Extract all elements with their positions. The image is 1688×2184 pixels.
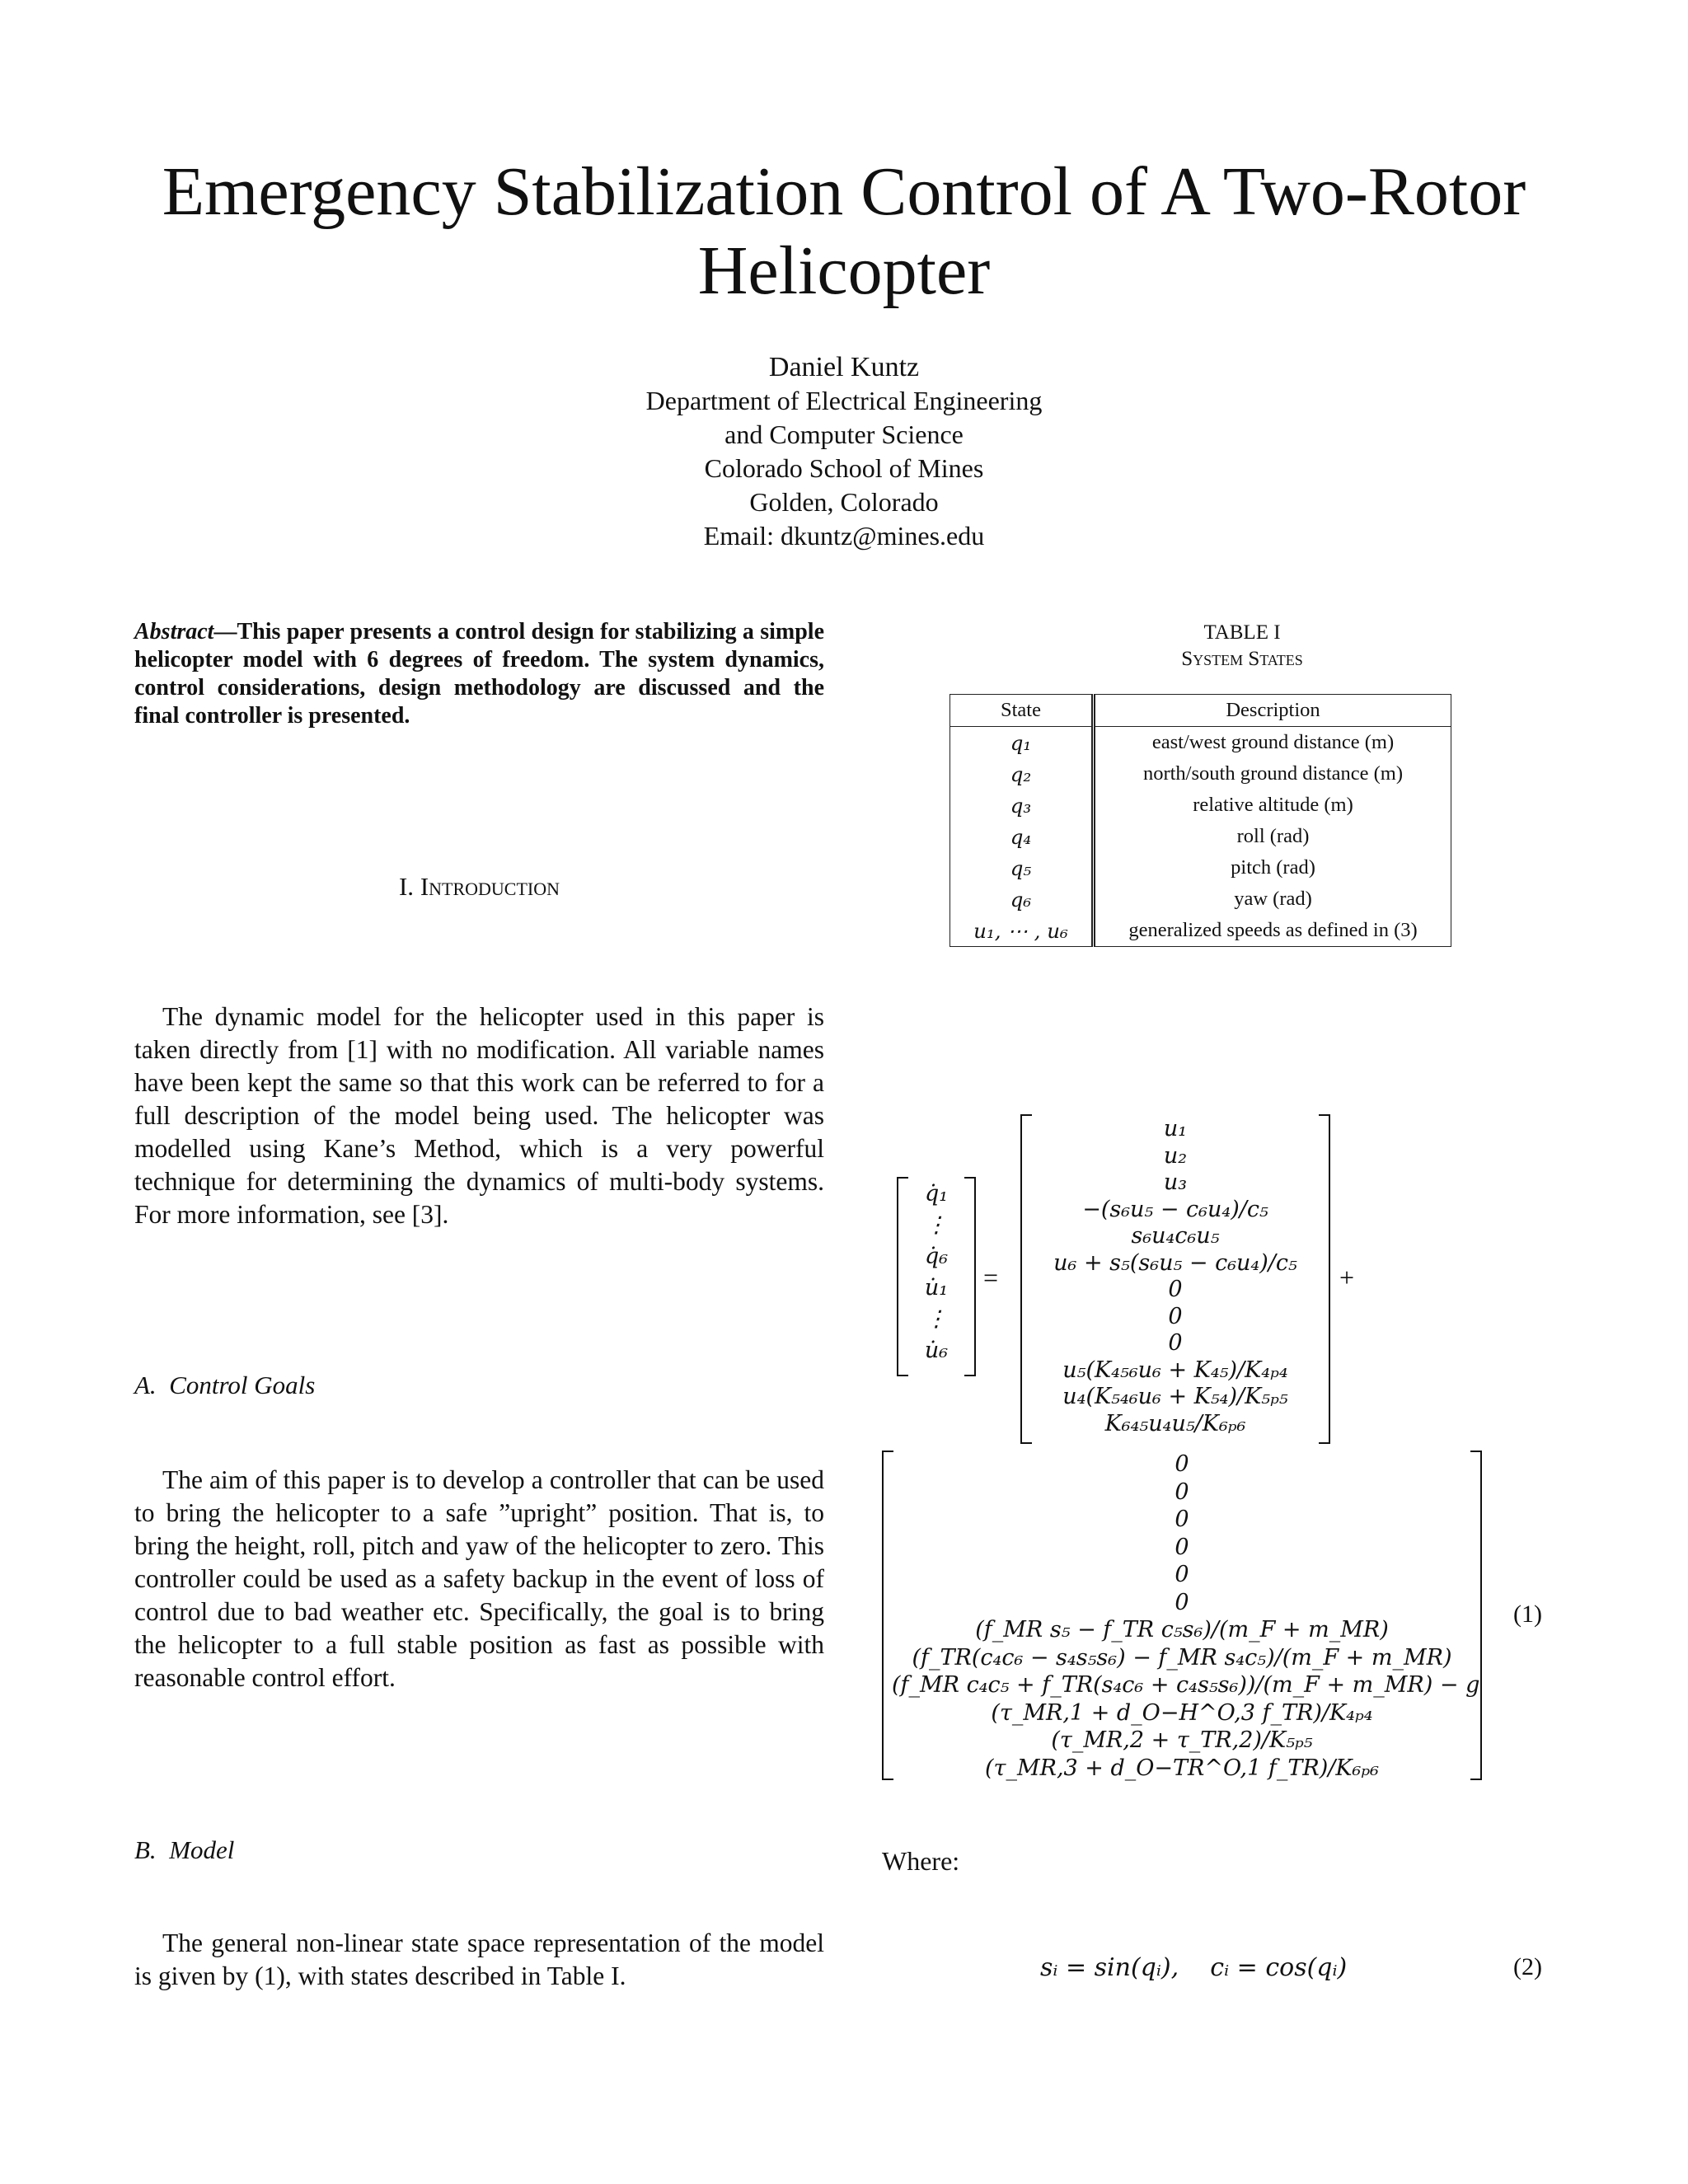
abstract-label: Abstract: [134, 619, 214, 644]
plus-sign: +: [1339, 1263, 1355, 1292]
right-bracket: [964, 1177, 976, 1376]
where-label: Where:: [882, 1846, 960, 1876]
subsection-heading-model: [134, 1835, 824, 1865]
vector-entry: 0: [1168, 1303, 1183, 1329]
equation-2: sᵢ = sin(qᵢ), cᵢ = cos(qᵢ): [1040, 1953, 1348, 1982]
table-row: [950, 727, 1451, 759]
table-title: System States: [1181, 648, 1303, 670]
section-number: I.: [398, 872, 415, 901]
table-cell-state: q₁: [950, 727, 1094, 759]
table-cell-description: relative altitude (m): [1193, 794, 1353, 816]
abstract: [134, 618, 824, 730]
lhs-entry: ⋮: [925, 1306, 948, 1332]
vector-entry: u₅(K₄₅₆u₆ + K₄₅)/K₄ₚ₄: [1062, 1357, 1288, 1383]
subsection-label: B.: [134, 1835, 157, 1864]
model-paragraph: The general non-linear state space representation of the model is given by (1), with states described in Table I.: [134, 1929, 824, 1990]
table-header-state: State: [950, 695, 1094, 727]
vector-one: [1020, 1114, 1330, 1444]
table-row: [950, 915, 1451, 947]
vector-entry: (f_TR(c₄c₆ − s₄s₅s₆) − f_MR s₄c₅)/(m_F + m_MR): [912, 1644, 1452, 1671]
table-row: [950, 883, 1451, 915]
table-cell-state: q₆: [950, 883, 1094, 915]
paper-title: [0, 152, 1688, 311]
vector-entry: 0: [1175, 1589, 1189, 1615]
subsection-title: Model: [169, 1835, 235, 1864]
table-row: [950, 821, 1451, 852]
vector-entry: u₄(K₅₄₆u₆ + K₅₄)/K₅ₚ₅: [1062, 1384, 1288, 1409]
table-cell-description: generalized speeds as defined in (3): [1128, 919, 1418, 941]
abstract-dash: —: [213, 619, 237, 644]
right-bracket: [1319, 1114, 1330, 1444]
affiliation-line: Department of Electrical Engineering: [645, 386, 1043, 415]
vector-entry: 0: [1175, 1534, 1189, 1560]
affiliation-line: Golden, Colorado: [749, 487, 939, 517]
vector-entry: u₁: [1163, 1116, 1188, 1141]
lhs-entry: ⋮: [925, 1212, 948, 1238]
vector-entry: (f_MR c₄c₅ + f_TR(s₄c₆ + c₄s₅s₆))/(m_F + m_MR) − g: [892, 1672, 1480, 1698]
vector-entry: 0: [1168, 1330, 1183, 1356]
vector-entry: 0: [1168, 1277, 1183, 1302]
table-header-description: Description: [1094, 695, 1451, 727]
table-row: [950, 758, 1451, 790]
vector-entry: u₆ + s₅(s₆u₅ − c₆u₄)/c₅: [1053, 1249, 1297, 1276]
table-caption: [950, 620, 1535, 673]
vector-one-entries: [1030, 1116, 1320, 1437]
vector-two: [882, 1451, 1482, 1780]
table-cell-description: north/south ground distance (m): [1142, 762, 1404, 785]
table-cell-state: q₂: [950, 758, 1094, 790]
affiliation-line: and Computer Science: [724, 419, 964, 449]
system-states-table: [950, 694, 1451, 947]
table-cell-description: east/west ground distance (m): [1151, 731, 1395, 753]
table-cell-state: q₃: [950, 790, 1094, 821]
vector-entry: (τ_MR,1 + d_O−H^O,3 f_TR)/K₄ₚ₄: [991, 1699, 1373, 1726]
author-email: Email: dkuntz@mines.edu: [703, 521, 985, 551]
author-block: [0, 350, 1688, 553]
author-name: Daniel Kuntz: [768, 352, 920, 382]
title-line-1: Emergency Stabilization Control of A Two-Rotor: [162, 153, 1526, 230]
subsection-label: A.: [134, 1371, 157, 1399]
abstract-text: This paper presents a control design for stabilizing a simple helicopter model with 6 degrees of freedom. The system dynamics, control considerations, design methodology are discussed and the final controller is presented.: [134, 619, 824, 729]
right-bracket: [1470, 1451, 1482, 1780]
lhs-entry: u̇₆: [924, 1338, 949, 1363]
subsection-heading-control-goals: [134, 1371, 824, 1400]
vector-entry: u₂: [1163, 1142, 1188, 1169]
affiliation-line: Colorado School of Mines: [704, 453, 984, 483]
section-title: Introduction: [420, 872, 560, 901]
subsection-title: Control Goals: [169, 1371, 316, 1399]
vector-entry: s₆u₄c₆u₅: [1131, 1223, 1220, 1249]
vector-entry: K₆₄₅u₄u₅/K₆ₚ₆: [1104, 1410, 1246, 1436]
table-cell-description: yaw (rad): [1234, 888, 1312, 910]
table-cell-state: u₁, ⋯ , u₆: [950, 915, 1094, 947]
vector-entry: −(s₆u₅ − c₆u₄)/c₅: [1082, 1196, 1268, 1222]
table-cell-state: q₄: [950, 821, 1094, 852]
introduction-paragraph: The dynamic model for the helicopter used in this paper is taken directly from [1] with no modification. All variable names have been kept the same so that this work can be referred to for a full description of the model being used. The helicopter was modelled using Kane’s Method, which is a very powerful technique for determining the dynamics of multi-body systems. For more information, see [3].: [134, 1002, 824, 1229]
vector-entry: 0: [1175, 1507, 1189, 1532]
lhs-vector: [897, 1177, 976, 1376]
table-cell-state: q₅: [950, 852, 1094, 883]
table-row: [950, 852, 1451, 883]
equation-number-2: (2): [1513, 1953, 1542, 1980]
equation-number-1: (1): [1513, 1601, 1542, 1628]
equals-sign: =: [983, 1263, 999, 1292]
vector-entry: 0: [1175, 1479, 1189, 1505]
lhs-entry: q̇₆: [924, 1244, 949, 1269]
vector-entry: (f_MR s₅ − f_TR c₅s₆)/(m_F + m_MR): [975, 1617, 1389, 1643]
table-cell-description: pitch (rad): [1231, 856, 1315, 879]
vector-two-entries: [892, 1451, 1480, 1782]
lhs-entry: q̇₁: [924, 1181, 949, 1207]
vector-entry: (τ_MR,3 + d_O−TR^O,1 f_TR)/K₆ₚ₆: [985, 1755, 1379, 1781]
vector-entry: u₃: [1163, 1169, 1188, 1195]
table-number: TABLE I: [1203, 621, 1281, 644]
lhs-entry: u̇₁: [924, 1275, 949, 1301]
vector-entry: 0: [1175, 1562, 1189, 1587]
vector-entry: (τ_MR,2 + τ_TR,2)/K₅ₚ₅: [1051, 1727, 1313, 1753]
control-goals-paragraph: The aim of this paper is to develop a controller that can be used to bring the helicopter to a safe ”upright” position. That is, to bring the height, roll, pitch and yaw of the helicopter to zero. This controller could be used as a safety backup in the event of loss of control due to bad weather etc. Specifically, the goal is to bring the helicopter to a full stable position as fast as possible with reasonable control effort.: [134, 1465, 824, 1692]
table-header-row: [950, 695, 1451, 727]
section-heading-introduction: [134, 872, 824, 902]
table-row: [950, 790, 1451, 821]
title-line-2: Helicopter: [697, 232, 991, 309]
table-cell-description: roll (rad): [1236, 825, 1310, 847]
vector-entry: 0: [1175, 1451, 1189, 1477]
lhs-entries: [907, 1179, 966, 1366]
